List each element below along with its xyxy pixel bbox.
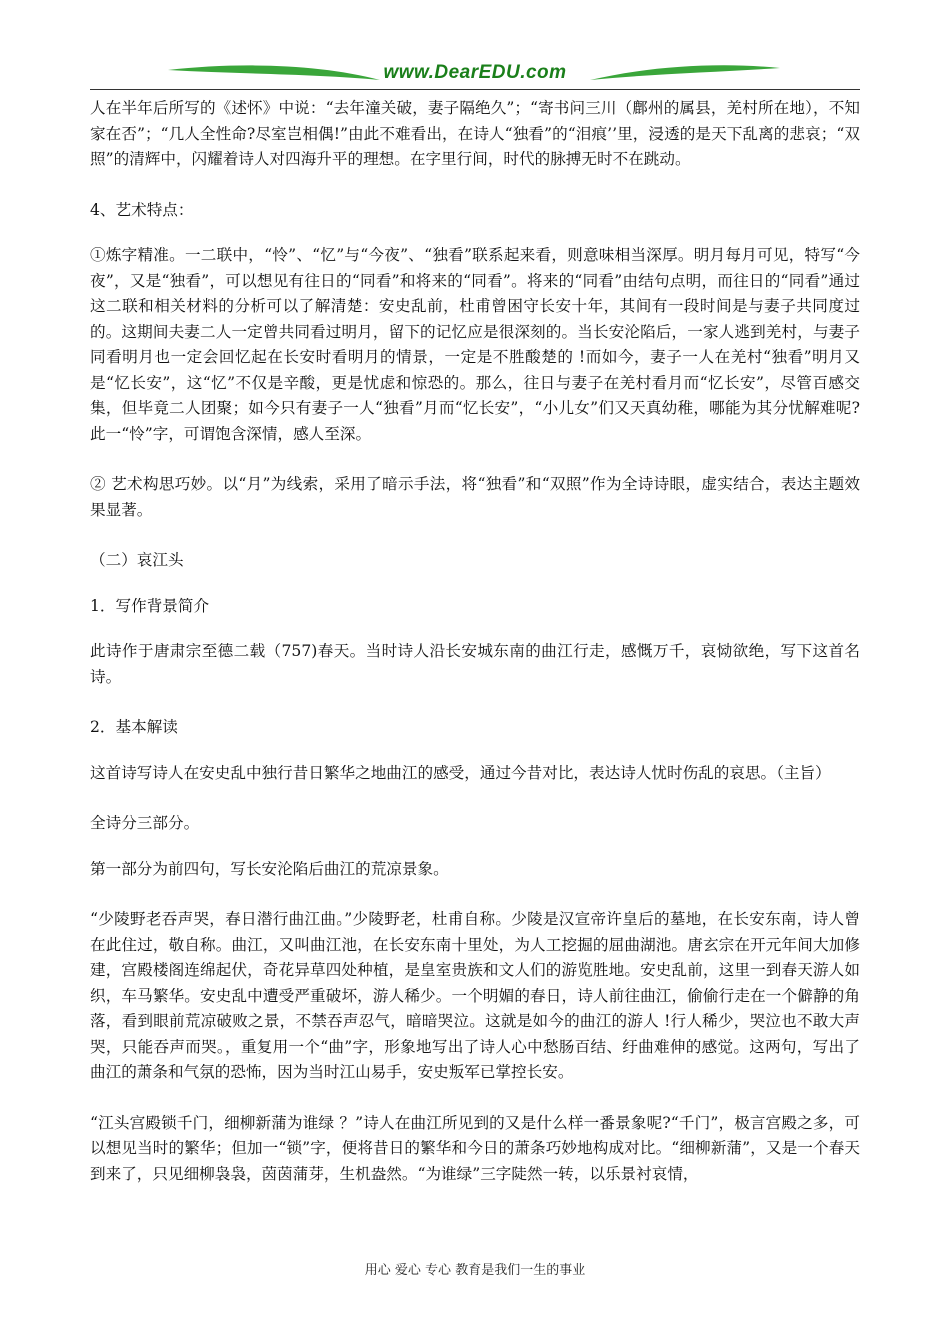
document-body [90, 96, 860, 1212]
paragraph-part-one: 第一部分为前四句，写长安沦陷后曲江的荒凉景象。 [90, 859, 449, 878]
subheading-basic-reading: 2．基本解读 [90, 718, 178, 736]
paragraph-word-choice: ①炼字精准。一二联中，“怜”、“忆”与“今夜”、“独看”联系起来看，则意味相当深厚。明月每月可见，特写“今夜”，又是“独看”，可以想见有往日的“同看”和将来的“同看”。将来的“同看”由结句点明，而往日的“同看”通过这二联和相关材料的分析可以了解清楚：安史乱前，杜甫曾困守长安十年，其间有一段时间是与妻子共同度过的。这期间夫妻二人一定曾共同看过明月，留下的记忆应是很深刻的。当长安沦陷后，一家人逃到羌村，与妻子同看明月也一定会回忆起在长安时看明月的情景，一定是不胜酸楚的 !而如今，妻子一人在羌村“独看”明月又是“忆长安”，这“忆”不仅是辛酸，更是忧虑和惊恐的。那么，往日与妻子在羌村看月而“忆长安”，尽管百感交集，但毕竟二人团聚；如今只有妻子一人“独看”月而“忆长安”，“小儿女”们又天真幼稚，哪能为其分忧解难呢?此一“怜”字，可谓饱含深情，感人至深。 [90, 246, 860, 443]
header-divider [90, 89, 860, 90]
paragraph-three-parts: 全诗分三部分。 [90, 814, 200, 832]
paragraph-shuhuai-quote: 人在半年后所写的《述怀》中说：“去年潼关破，妻子隔绝久”；“寄书问三川（鄜州的属县，羌村所在地），不知家在否”；“几人全性命?尽室岂相偶!”由此不难看出，在诗人“独看”的“泪痕’’里，浸透的是天下乱离的悲哀；“双照”的清辉中，闪耀着诗人对四海升平的理想。在字里行间，时代的脉搏无时不在跳动。 [90, 99, 860, 168]
paragraph-art-concept: ② 艺术构思巧妙。以“月”为线索，采用了暗示手法，将“独看”和“双照”作为全诗诗眼，虚实结合，表达主题效果显著。 [90, 475, 860, 519]
paragraph-shaoling-analysis: “少陵野老吞声哭，春日潜行曲江曲。”少陵野老，杜甫自称。少陵是汉宣帝许皇后的墓地，在长安东南，诗人曾在此住过，敬自称。曲江，又叫曲江池，在长安东南十里处，为人工挖掘的屈曲湖池。唐玄宗在开元年间大加修建，宫殿楼阁连绵起伏，奇花异草四处种植，是皇室贵族和文人们的游览胜地。安史乱前，这里一到春天游人如织，车马繁华。安史乱中遭受严重破坏，游人稀少。一个明媚的春日，诗人前往曲江，偷偷行走在一个僻静的角落，看到眼前荒凉破败之景，不禁吞声忍气，暗暗哭泣。这就是如今的曲江的游人 !行人稀少，哭泣也不敢大声哭，只能吞声而哭。，重复用一个“曲”字，形象地写出了诗人心中愁肠百结、纡曲难伸的感觉。这两句，写出了曲江的萧条和气氛的恐怖，因为当时江山易手，安史叛军已掌控长安。 [90, 910, 860, 1081]
section-heading-art-features: 4、艺术特点： [90, 200, 194, 219]
paragraph-jiangtou-analysis: “江头宫殿锁千门，细柳新蒲为谁绿 ？”诗人在曲江所见到的又是什么样一番景象呢?“千门”，极言宫殿之多，可以想见当时的繁华；但加一“锁”字，便将昔日的繁华和今日的萧条巧妙地构成对比。“细柳新蒲”，又是一个春天到来了，只见细柳袅袅，茵茵蒲芽，生机盎然。“为谁绿”三字陡然一转，以乐景衬哀情， [90, 1113, 860, 1183]
site-header [90, 52, 860, 94]
subheading-background: 1．写作背景简介 [90, 596, 210, 615]
page-footer: 用心 爱心 专心 教育是我们一生的事业 [364, 1263, 586, 1278]
site-logo-text[interactable]: www.DearEDU.com [383, 62, 567, 83]
paragraph-theme: 这首诗写诗人在安史乱中独行昔日繁华之地曲江的感受，通过今昔对比，表达诗人忧时伤乱的哀思。（主旨） [90, 763, 831, 782]
paragraph-background: 此诗作于唐肃宗至德二载（757)春天。当时诗人沿长安城东南的曲江行走，感慨万千，哀恸欲绝，写下这首名诗。 [90, 642, 860, 686]
section-heading-aijiangtou: （二）哀江头 [90, 551, 184, 569]
